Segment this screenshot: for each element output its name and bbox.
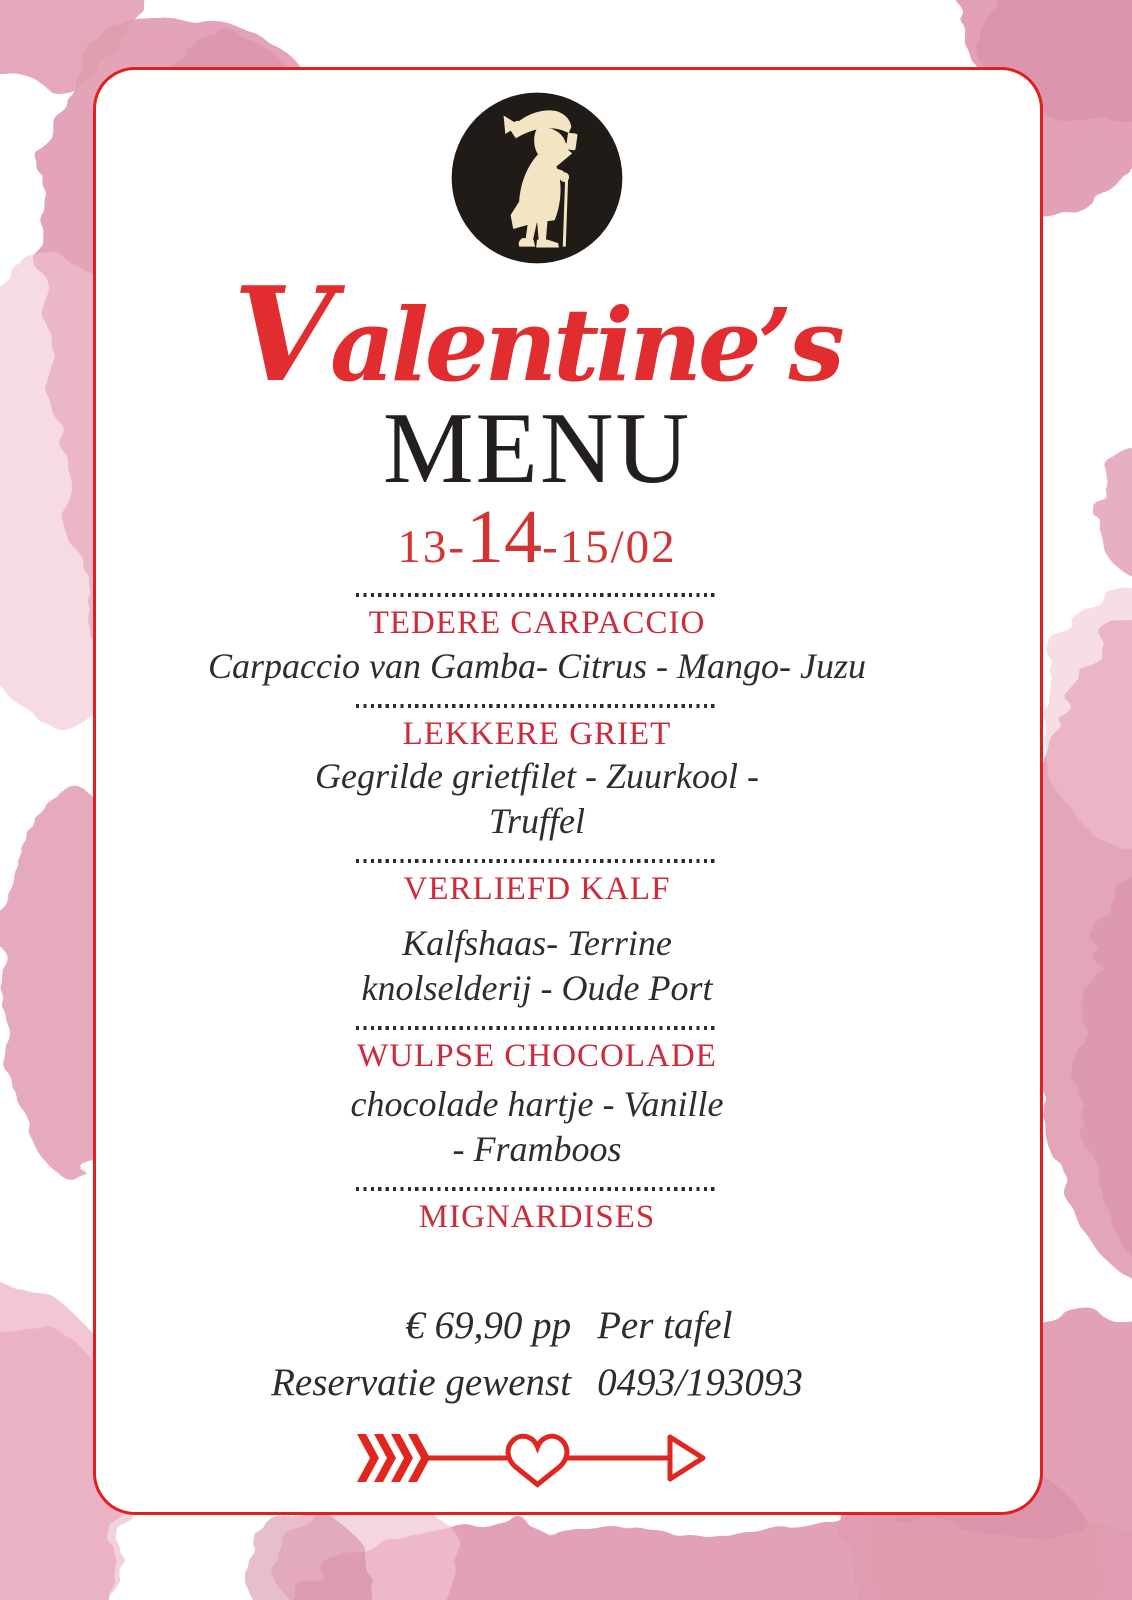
dish-description: Truffel — [488, 800, 586, 841]
dotted-divider — [356, 1187, 718, 1191]
menu-title: MENU — [382, 391, 692, 505]
menu-section-griet — [96, 704, 978, 841]
restaurant-logo — [449, 90, 625, 266]
price-per-person: € 69,90 pp — [405, 1304, 572, 1348]
menu-section-mignardises — [96, 1187, 978, 1235]
dish-description: chocolade hartje - Vanille — [350, 1084, 724, 1125]
arrowhead-icon — [670, 1437, 703, 1479]
dish-description: Gegrilde grietfilet - Zuurkool - — [315, 756, 759, 797]
dotted-divider — [356, 1026, 718, 1030]
price-reservation-block — [96, 1305, 978, 1405]
arrow-with-heart-icon — [351, 1427, 724, 1491]
menu-section-kalf — [96, 859, 978, 1008]
dish-description: - Framboos — [452, 1128, 622, 1169]
dish-description: knolselderij - Oude Port — [361, 967, 713, 1008]
menu-card — [93, 67, 1043, 1515]
menu-section-chocolade — [96, 1026, 978, 1169]
dish-description: Carpaccio van Gamba- Citrus - Mango- Juzu — [208, 645, 866, 686]
menu-card-content — [96, 70, 1040, 1512]
dotted-divider — [356, 704, 718, 708]
date-prefix: 13- — [397, 521, 466, 574]
reservation-label: Reservatie gewenst — [271, 1361, 572, 1405]
menu-section-carpaccio — [96, 593, 978, 686]
script-title: Valentine’s — [233, 258, 841, 411]
heart-icon — [508, 1436, 567, 1484]
event-dates — [96, 495, 978, 580]
per-table-label: Per tafel — [597, 1304, 733, 1348]
section-title: VERLIEFD KALF — [403, 871, 671, 907]
arrow-heart-decoration — [96, 1427, 978, 1491]
dotted-divider — [356, 859, 718, 863]
chef-silhouette-icon — [449, 90, 625, 266]
section-title: WULPSE CHOCOLADE — [357, 1037, 717, 1074]
section-title: TEDERE CARPACCIO — [368, 605, 706, 642]
dotted-divider — [356, 593, 718, 597]
arrow-fletching — [357, 1434, 430, 1482]
section-title: LEKKERE GRIET — [402, 716, 672, 753]
phone-number: 0493/193093 — [597, 1361, 803, 1405]
date-highlight: 14 — [465, 495, 542, 580]
date-suffix: -15/02 — [541, 521, 677, 574]
dish-description: Kalfshaas- Terrine — [402, 923, 672, 964]
section-title: MIGNARDISES — [418, 1198, 656, 1235]
